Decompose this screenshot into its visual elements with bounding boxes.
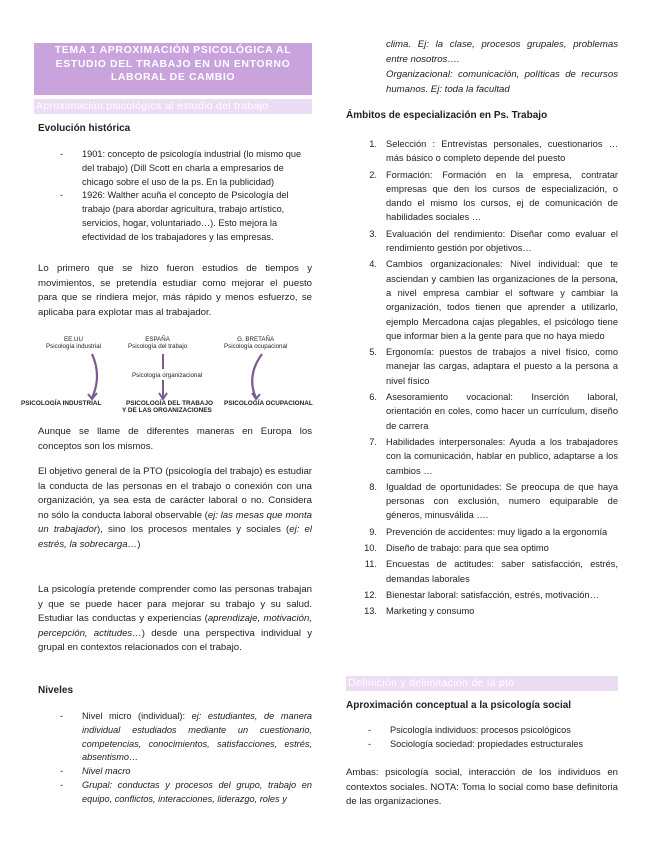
ambito-number: 1. — [369, 139, 377, 149]
ambito-text: Marketing y consumo — [386, 606, 475, 617]
text-run-italic: ej: el estrés, la sobrecarga… — [38, 524, 312, 550]
evolucion-list — [60, 148, 312, 245]
list-item: - Sociología sociedad: propiedades estructurales — [368, 738, 618, 752]
paragraph-clima: clima. Ej: la clase, procesos grupales, problemas entre nosotros…. — [386, 39, 618, 65]
psychology-diagram — [18, 336, 316, 416]
list-item-continuation — [60, 779, 312, 807]
diagram-bottom-ocupacional: PSICOLOGÍA OCUPACIONAL — [224, 400, 313, 407]
document-title: TEMA 1 APROXIMACIÓN PSICOLÓGICA AL ESTUDIO DEL TRABAJO EN UN ENTORNO LABORAL DE CAMBIO — [34, 43, 312, 95]
ambito-number: 5. — [369, 347, 377, 358]
ambito-text: Prevención de accidentes: muy ligado a la ergonomía — [386, 526, 608, 537]
ambito-number: 13. — [364, 606, 377, 617]
nivel-micro-text: ej: estudiantes, de manera individual estudiados mediante un cuestionario, competencias, conocimientos, satisfacciones, estrés, absentismo… — [82, 711, 312, 763]
list-item: - 1901: concepto de psicología industrial (lo mismo que del trabajo) (Dill Scott en charla a empresarios de chicago sobre el uso de la ps. En la publicidad) — [60, 148, 312, 189]
ambito-text: Bienestar laboral: satisfacción, estrés, motivación… — [386, 589, 599, 600]
paragraph-comprender — [38, 583, 312, 656]
ambito-item — [346, 227, 618, 256]
arrow-curve-left — [92, 354, 97, 398]
paragraph-europa: Aunque se llame de diferentes maneras en Europa los conceptos son los mismos. — [38, 426, 312, 452]
paragraph-tiempos: Lo primero que se hizo fueron estudios de tiempos y movimientos, se pretendía estudiar como mejorar el puesto para que se rindiera mejor, más rápido y menos esfuerzo, se aplicaba para explotar mas al trabajador. — [38, 263, 312, 318]
diagram-name: Psicología ocupacional — [224, 343, 288, 350]
ambito-item — [346, 557, 618, 586]
ambito-item — [346, 257, 618, 343]
ambito-number: 2. — [369, 169, 377, 180]
text-run: ) desde una perspectiva individual y grupal en contextos relacionados con el trabajo. — [38, 627, 312, 654]
section-band-aproximacion: Aproximación psicológica al estudio del trabajo — [34, 99, 312, 114]
ambito-text: Selección : Entrevistas personales, cuestionarios … más básico o completo depende del puesto — [386, 139, 618, 164]
ambito-item — [346, 525, 618, 539]
paragraph-objetivo — [38, 465, 312, 553]
diagram-country: EE.UU — [64, 336, 83, 343]
ambito-item — [346, 137, 618, 166]
ambito-number: 4. — [369, 259, 377, 270]
arrow-curve-right — [252, 354, 262, 398]
text-run-italic: ej: las mesas que monta un trabajador — [38, 509, 312, 536]
heading-evolucion: Evolución histórica — [38, 123, 131, 134]
ambito-item — [346, 168, 618, 225]
ambito-text: Habilidades interpersonales: Ayuda a los trabajadores con la comunicación, hablar en publico, adaptarse a los cambios … — [386, 436, 618, 476]
nivel-macro-text: Grupal: conductas y procesos del grupo, trabajo en equipo, conflictos, interacciones, liderazgo, roles y — [82, 779, 312, 804]
diagram-label-organizacional: Psicología organizacional — [132, 372, 203, 379]
ambito-number: 6. — [369, 392, 377, 403]
ambito-number: 7. — [369, 436, 377, 447]
ambito-number: 9. — [369, 526, 377, 537]
ambito-number: 11. — [364, 559, 377, 570]
diagram-country: G. BRETAÑA — [237, 336, 275, 343]
text-run: ) — [137, 538, 141, 550]
list-item: - 1926: Walther acuña el concepto de Psicología del trabajo (para abordar agricultura, trabajo artístico, servicios, hogar, voluntariado…). Esto mejora la efectividad de los trabajadores y las empresas. — [60, 189, 312, 244]
ambito-text: Cambios organizacionales: Nivel individual: que te asciendan y cambien las organizaciones de la persona, a nivel empresa cambiar el software y cambiar la organización, todos tienen que aprender a utilizarlo, ejemplo Mercadona cajas plegables, el psicólogo tiene que informar bien a la gente para que no haya miedo — [386, 259, 618, 341]
text-run: El objetivo general de la PTO (psicología del trabajo) es estudiar la conducta de las personas en el trabajo o conexión con una organización, ya sea esta de carácter laboral o no. Considera no sólo la conducta laboral observable ( — [38, 466, 312, 521]
ambito-item — [346, 604, 618, 618]
list-item: - Psicología individuos: procesos psicológicos — [368, 724, 618, 738]
diagram-name: Psicología industrial — [46, 343, 102, 350]
nivel-micro-label: Nivel micro (individual): — [82, 711, 186, 721]
paragraph-ambas: Ambas: psicología social, interacción de los individuos en contextos sociales. NOTA: Toma lo social como base definitoria de las organizaciones. — [346, 767, 618, 808]
ambito-item — [346, 345, 618, 388]
text-run: La psicología pretende comprender como las personas trabajan y que se puede hacer para mejorar su trabajo y su salud. Estudiar las conductas y experiencias ( — [38, 584, 312, 625]
section-band-definicion: Definición y delimitación de la pto — [346, 676, 618, 691]
ambito-item — [346, 435, 618, 478]
ambitos-list — [346, 137, 618, 621]
ambito-text: Evaluación del rendimiento: Diseñar como evaluar el rendimiento gestión por objetivos… — [386, 228, 618, 254]
ambito-text: Diseño de trabajo: para que sea optimo — [386, 543, 549, 554]
ambito-item — [346, 480, 618, 523]
aproximacion-list — [368, 724, 618, 752]
diagram-bottom-organizaciones: Y DE LAS ORGANIZACIONES — [122, 407, 212, 414]
ambito-number: 8. — [369, 481, 377, 492]
ambito-text: Asesoramiento vocacional: Inserción laboral, orientación en coles, como hacer un currículum, diseño de carrera — [386, 392, 618, 431]
text-run-italic: aprendizaje, motivación, percepción, actitudes… — [38, 613, 312, 639]
ambito-item — [346, 541, 618, 555]
heading-niveles: Niveles — [38, 685, 74, 696]
ambito-text: Encuestas de actitudes: saber satisfacción, estrés, demandas laborales — [386, 559, 618, 584]
ambito-number: 10. — [364, 543, 377, 554]
diagram-bottom-trabajo: PSICOLOGÍA DEL TRABAJO — [126, 400, 213, 407]
ambito-item — [346, 390, 618, 433]
diagram-bottom-industrial: PSICOLOGÍA INDUSTRIAL — [21, 400, 102, 407]
ambito-number: 12. — [364, 589, 377, 600]
list-item: - Nivel macro — [60, 765, 312, 779]
list-item — [60, 710, 312, 765]
heading-aproximacion-conceptual: Aproximación conceptual a la psicología social — [346, 700, 572, 711]
ambito-text: Igualdad de oportunidades: Se preocupa de que haya personas con exclusión, numero equiparable de géneros, minusválida …. — [386, 481, 618, 521]
ambito-number: 3. — [369, 228, 377, 239]
diagram-name: Psicología del trabajo — [128, 343, 188, 350]
ambito-text: Formación: Formación en la empresa, contratar empresas que den los cursos de especialización, o dando el mismo los cursos, ej de comunicación de habilidades sociales … — [386, 169, 618, 223]
text-run: ), sino los procesos mentales y sociales ( — [97, 524, 290, 536]
heading-ambitos: Ámbitos de especialización en Ps. Trabajo — [346, 110, 548, 121]
niveles-list — [60, 710, 312, 807]
paragraph-organizacional: Organizacional: comunicación, políticas de recursos humanos. Ej: toda la facultad — [386, 69, 618, 95]
diagram-country: ESPAÑA — [145, 336, 170, 343]
ambito-item — [346, 588, 618, 602]
ambito-text: Ergonomía: puestos de trabajos a nivel físico, como manejar las cargas, adaptara el puesto a la persona a nivel físico — [386, 347, 618, 386]
